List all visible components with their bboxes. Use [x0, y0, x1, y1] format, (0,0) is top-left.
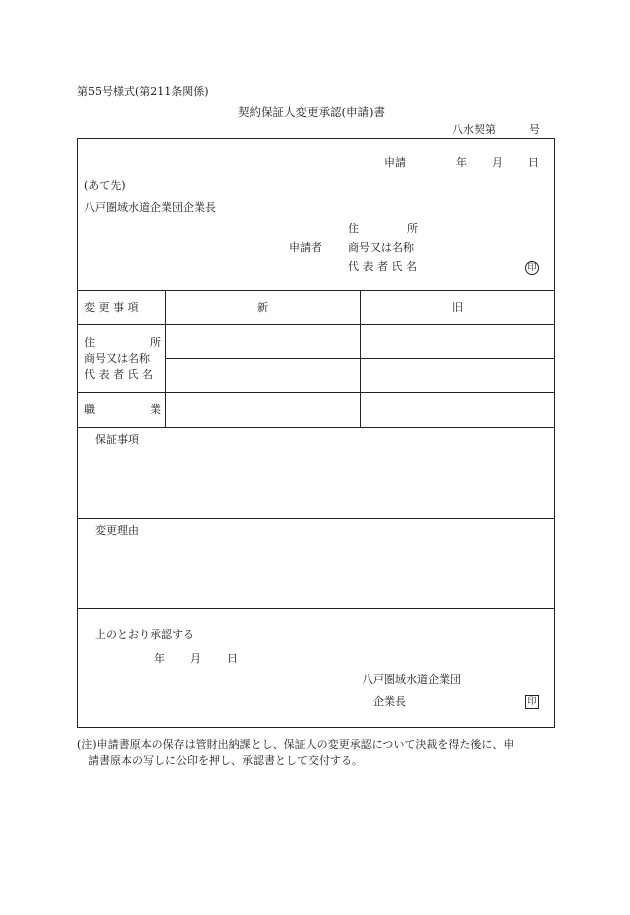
- row-representative-label: 代 表 者 氏 名: [84, 368, 153, 381]
- approval-text: 上のとおり承認する: [95, 628, 194, 641]
- row-address-char-1: 住: [84, 336, 95, 349]
- approval-organization: 八戸圏域水道企業団: [362, 673, 461, 686]
- approval-month: 月: [190, 652, 201, 665]
- column-divider: [165, 290, 166, 427]
- table-header-item: 変 更 事 項: [84, 301, 139, 314]
- note-line-2: 請書原本の写しに公印を押し、承認書として交付する。: [88, 754, 363, 767]
- row-occupation-char-2: 業: [150, 403, 161, 416]
- approval-year: 年: [154, 652, 165, 665]
- form-number: 第55号様式(第211条関係): [77, 85, 209, 98]
- row-occupation-char-1: 職: [84, 403, 95, 416]
- row-address-char-2: 所: [150, 336, 161, 349]
- application-label: 申請: [384, 156, 406, 169]
- document-title: 契約保証人変更承認(申請)書: [238, 105, 385, 119]
- divider: [77, 324, 555, 325]
- application-year: 年: [456, 156, 467, 169]
- applicant-company-label: 商号又は名称: [348, 241, 414, 254]
- column-divider: [360, 290, 361, 427]
- guarantee-label: 保証事項: [95, 433, 139, 446]
- applicant-address-char-2: 所: [407, 222, 418, 235]
- application-day: 日: [528, 156, 539, 169]
- table-header-old: 旧: [452, 301, 463, 314]
- applicant-address-char-1: 住: [348, 222, 359, 235]
- divider: [77, 427, 555, 428]
- approval-day: 日: [227, 652, 238, 665]
- applicant-seal: 印: [525, 261, 539, 275]
- divider: [77, 608, 555, 609]
- doc-ref-prefix: 八水契第: [452, 123, 496, 136]
- application-month: 月: [492, 156, 503, 169]
- divider: [77, 290, 555, 291]
- divider: [77, 392, 555, 393]
- addressee-name: 八戸圏域水道企業団企業長: [84, 201, 216, 214]
- addressee-label: (あて先): [84, 179, 126, 192]
- table-header-new: 新: [257, 301, 268, 314]
- approval-seal: 印: [525, 695, 539, 709]
- row-company-label: 商号又は名称: [84, 352, 150, 365]
- applicant-representative-label: 代 表 者 氏 名: [348, 260, 417, 273]
- divider: [77, 518, 555, 519]
- note-line-1: (注)申請書原本の保存は管財出納課とし、保証人の変更承認について決裁を得た後に、申: [77, 738, 515, 751]
- doc-ref-suffix: 号: [529, 123, 540, 136]
- approval-position: 企業長: [373, 695, 406, 708]
- reason-label: 変更理由: [95, 524, 139, 537]
- applicant-role-label: 申請者: [289, 241, 322, 254]
